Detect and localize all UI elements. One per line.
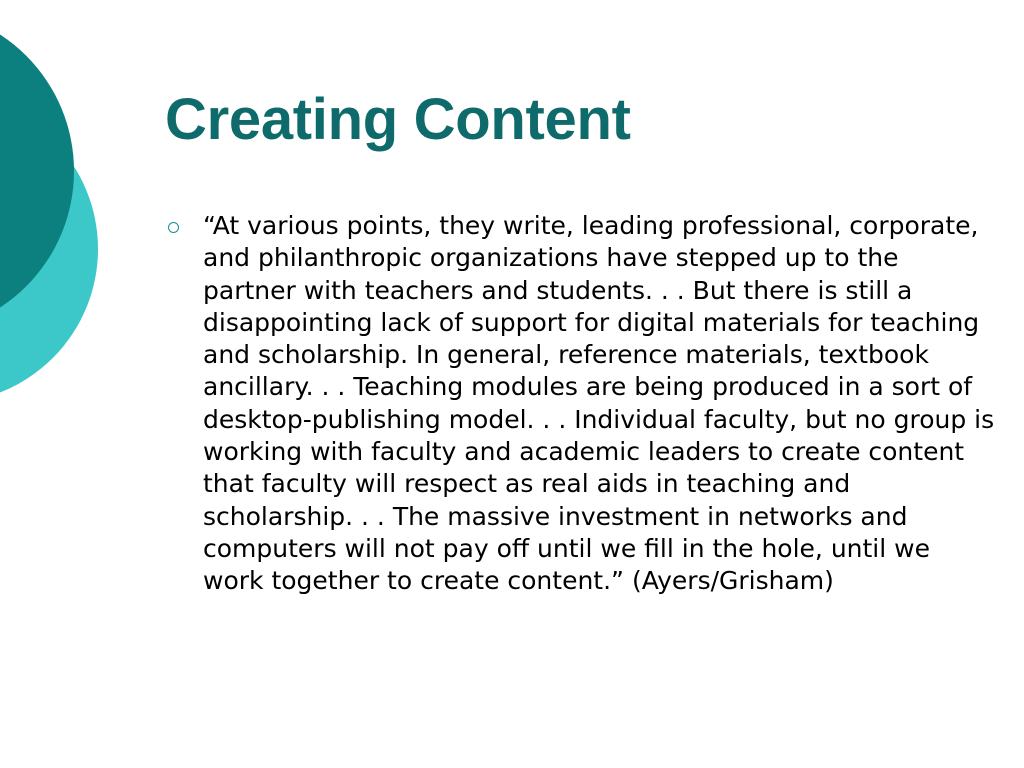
bullet-text: “At various points, they write, leading professional, corporate, and philanthropic organizations have stepped up to the partner with teachers and students. . . But there is still a disappointing lack of support for digital materials for teaching and scholarship. In general, reference materials, textbook ancillary. . . Teaching modules are being produced in a sort of desktop-publishing model. . . Individual faculty, but no group is working with faculty and academic leaders to create content that faculty will respect as real aids in teaching and scholarship. . . The massive investment in networks and computers will not pay off until we fill in the hole, until we work together to create content.” (Ayers/Grisham) [203, 211, 995, 596]
bullet-list [165, 210, 995, 598]
bullet-item [165, 210, 995, 598]
slide-title: Creating Content [165, 87, 631, 152]
hollow-circle-bullet-icon [168, 222, 179, 233]
